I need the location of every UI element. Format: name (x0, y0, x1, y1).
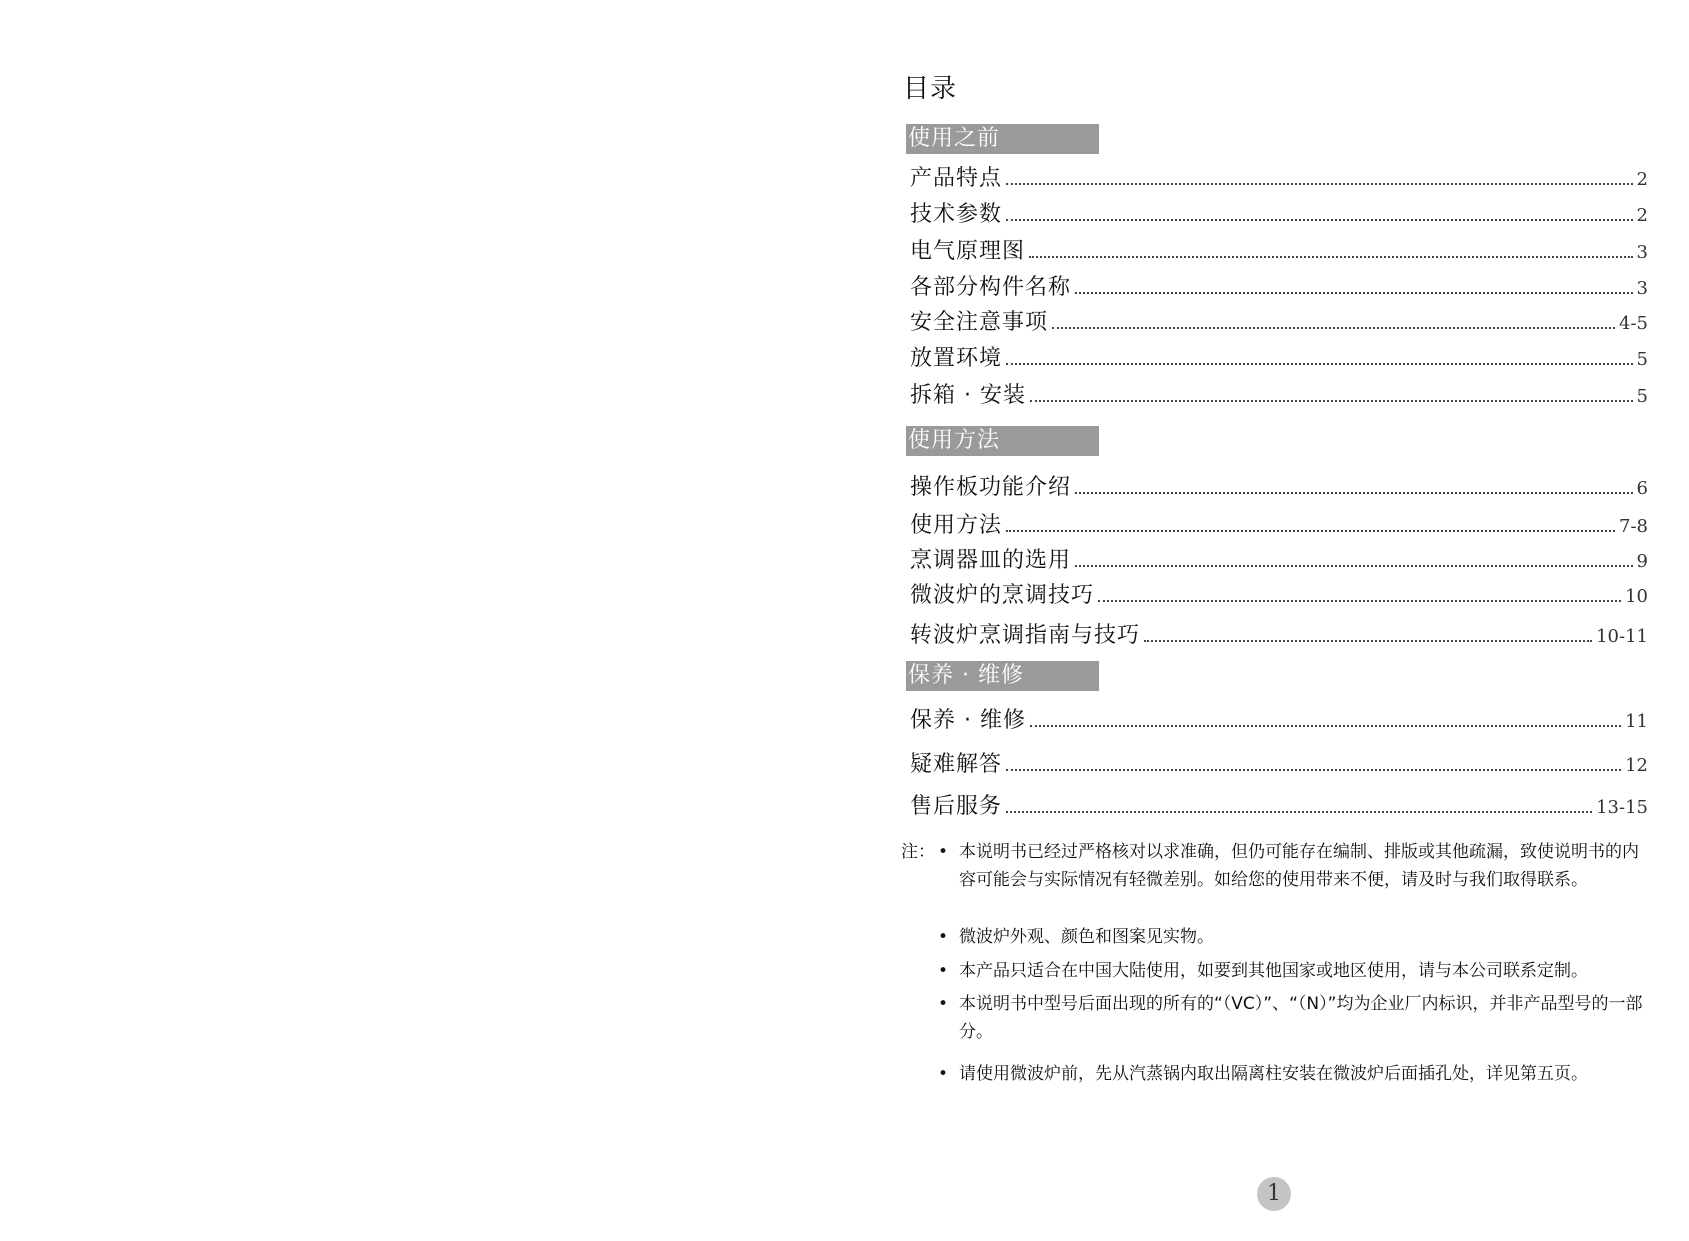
toc-item-label: 各部分构件名称 (910, 275, 1072, 300)
section-header-before-use: 使用之前 (906, 124, 1099, 154)
page-number-badge: 1 (1257, 1177, 1291, 1211)
note-text: 请使用微波炉前，先从汽蒸锅内取出隔离柱安装在微波炉后面插孔处，详见第五页。 (959, 1064, 1588, 1084)
note-item (938, 990, 1653, 1046)
dot-leader (1098, 600, 1621, 602)
toc-item-page: 12 (1625, 755, 1648, 776)
toc-item-label: 微波炉的烹调技巧 (910, 583, 1095, 608)
toc-row[interactable] (910, 749, 1648, 779)
toc-item-label: 拆箱 · 安装 (910, 383, 1026, 408)
toc-item-label: 放置环境 (910, 346, 1003, 371)
dot-leader (1006, 769, 1621, 771)
toc-item-label: 转波炉烹调指南与技巧 (910, 623, 1141, 648)
toc-item-label: 保养 · 维修 (910, 708, 1026, 733)
toc-item-page: 9 (1636, 551, 1648, 572)
toc-item-label: 安全注意事项 (910, 310, 1049, 335)
dot-leader (1006, 183, 1633, 185)
toc-row[interactable] (910, 620, 1648, 650)
toc-item-label: 技术参数 (910, 202, 1003, 227)
note-item (938, 957, 1653, 985)
toc-item-page: 4-5 (1619, 313, 1648, 334)
dot-leader (1052, 327, 1615, 329)
toc-item-page: 3 (1636, 278, 1648, 299)
toc-item-page: 13-15 (1596, 797, 1648, 818)
toc-row[interactable] (910, 236, 1648, 266)
toc-row[interactable] (910, 510, 1648, 540)
toc-item-page: 10 (1625, 586, 1648, 607)
toc-row[interactable] (910, 163, 1648, 193)
dot-leader (1075, 565, 1633, 567)
toc-row[interactable] (910, 580, 1648, 610)
section-header-maintenance: 保养 · 维修 (906, 661, 1099, 691)
toc-item-page: 2 (1636, 205, 1648, 226)
bullet-icon: • (938, 842, 949, 862)
toc-row[interactable] (910, 472, 1648, 502)
toc-item-page: 11 (1625, 711, 1648, 732)
dot-leader (1144, 640, 1592, 642)
bullet-icon: • (938, 1064, 949, 1084)
note-text: 本说明书已经过严格核对以求准确，但仍可能存在编制、排版或其他疏漏，致使说明书的内容可能会与实际情况有轻微差别。如给您的使用带来不便，请及时与我们取得联系。 (959, 842, 1639, 890)
note-item (938, 838, 1653, 894)
toc-item-label: 使用方法 (910, 513, 1003, 538)
dot-leader (1006, 219, 1633, 221)
toc-item-page: 5 (1636, 349, 1648, 370)
note-text: 本说明书中型号后面出现的所有的“（VC）”、“（N）”均为企业厂内标识，并非产品型号的一部分。 (959, 994, 1643, 1042)
toc-row[interactable] (910, 343, 1648, 373)
toc-item-page: 10-11 (1596, 626, 1648, 647)
toc-row[interactable] (910, 307, 1648, 337)
toc-title: 目录 (903, 74, 958, 104)
toc-row[interactable] (910, 545, 1648, 575)
dot-leader (1006, 530, 1615, 532)
dot-leader (1075, 492, 1633, 494)
toc-row[interactable] (910, 705, 1648, 735)
toc-item-label: 操作板功能介绍 (910, 475, 1072, 500)
bullet-icon: • (938, 961, 949, 981)
toc-item-page: 6 (1636, 478, 1648, 499)
toc-item-label: 烹调器皿的选用 (910, 548, 1072, 573)
toc-item-label: 电气原理图 (910, 239, 1026, 264)
toc-row[interactable] (910, 199, 1648, 229)
toc-item-page: 7-8 (1619, 516, 1648, 537)
toc-item-page: 2 (1636, 169, 1648, 190)
toc-row[interactable] (910, 791, 1648, 821)
note-text: 本产品只适合在中国大陆使用，如要到其他国家或地区使用，请与本公司联系定制。 (959, 961, 1588, 981)
bullet-icon: • (938, 994, 949, 1014)
toc-item-page: 3 (1636, 242, 1648, 263)
notes-prefix: 注： (901, 842, 935, 862)
bullet-icon: • (938, 927, 949, 947)
note-text: 微波炉外观、颜色和图案见实物。 (959, 927, 1214, 947)
dot-leader (1030, 725, 1621, 727)
note-item (938, 923, 1653, 951)
note-item (938, 1060, 1653, 1088)
toc-item-label: 售后服务 (910, 794, 1003, 819)
section-header-usage: 使用方法 (906, 426, 1099, 456)
toc-item-page: 5 (1636, 386, 1648, 407)
toc-item-label: 疑难解答 (910, 752, 1003, 777)
dot-leader (1006, 811, 1592, 813)
toc-row[interactable] (910, 380, 1648, 410)
toc-item-label: 产品特点 (910, 166, 1003, 191)
toc-row[interactable] (910, 272, 1648, 302)
dot-leader (1006, 363, 1633, 365)
dot-leader (1075, 292, 1633, 294)
dot-leader (1030, 400, 1633, 402)
dot-leader (1029, 256, 1633, 258)
